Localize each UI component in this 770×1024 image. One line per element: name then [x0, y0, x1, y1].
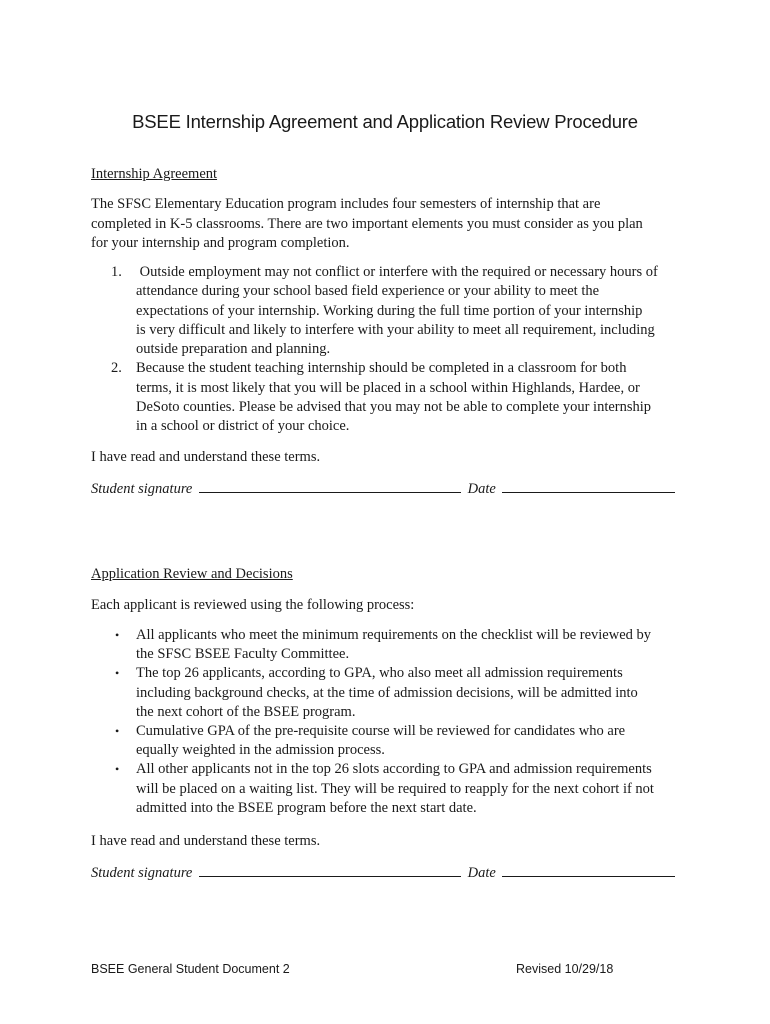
list-item-line: The top 26 applicants, according to GPA, who also meet all admission requirements [136, 665, 623, 682]
internship-intro-paragraph [91, 195, 686, 254]
signature-row [91, 862, 678, 882]
list-item-line: admitted into the BSEE program before the next start date. [136, 799, 477, 816]
acknowledge-statement: I have read and understand these terms. [91, 833, 321, 849]
application-bullet-list [91, 626, 686, 818]
paragraph-line: completed in K-5 classrooms. There are two important elements you must consider as you plan [91, 215, 643, 232]
list-item-line: will be placed on a waiting list. They will be required to reapply for the next cohort if not [136, 780, 654, 797]
list-item-line: equally weighted in the admission process. [136, 742, 385, 759]
bullet-icon: • [115, 762, 120, 777]
date-field[interactable] [502, 862, 675, 877]
acknowledge-statement: I have read and understand these terms. [91, 449, 321, 465]
list-item-line: outside preparation and planning. [136, 341, 331, 358]
list-item [91, 359, 686, 436]
section-heading-application-review: Application Review and Decisions [91, 566, 293, 582]
list-item [91, 664, 686, 722]
list-number: 1. [111, 264, 122, 280]
bullet-icon: • [115, 724, 120, 739]
list-item [91, 263, 686, 359]
list-item-line: All applicants who meet the minimum requirements on the checklist will be reviewed by [136, 627, 652, 643]
document-title: BSEE Internship Agreement and Application Review Procedure [132, 111, 638, 132]
list-item-line: the next cohort of the BSEE program. [136, 703, 356, 720]
list-item-line: Cumulative GPA of the pre-requisite course will be reviewed for candidates who are [136, 723, 626, 740]
signature-label: Student signature [91, 865, 193, 881]
date-field[interactable] [502, 478, 675, 493]
footer-document-name: BSEE General Student Document 2 [91, 962, 290, 976]
footer-revision-date: Revised 10/29/18 [516, 962, 614, 976]
list-item-line: is very difficult and likely to interfere with your ability to meet all requirement, including [136, 321, 655, 338]
list-item-line: the SFSC BSEE Faculty Committee. [136, 646, 350, 663]
list-item-line: including background checks, at the time of admission decisions, will be admitted into [136, 684, 638, 701]
list-item-line: terms, it is most likely that you will be placed in a school within Highlands, Hardee, or [136, 379, 640, 396]
date-label: Date [467, 865, 496, 881]
list-item-line: in a school or district of your choice. [136, 418, 350, 435]
list-item-line: DeSoto counties. Please be advised that you may not be able to complete your internship [136, 399, 652, 416]
paragraph-line: The SFSC Elementary Education program includes four semesters of internship that are [91, 196, 601, 212]
section-heading-internship-agreement: Internship Agreement [91, 166, 218, 182]
signature-row [91, 478, 678, 498]
list-item-line: Outside employment may not conflict or interfere with the required or necessary hours of [136, 264, 658, 280]
list-item-line: expectations of your internship. Working during the full time portion of your internship [136, 302, 643, 319]
list-number: 2. [111, 360, 122, 377]
list-item-line: attendance during your school based field experience or your ability to meet the [136, 283, 600, 300]
signature-label: Student signature [91, 481, 193, 497]
list-item [91, 722, 686, 760]
list-item [91, 626, 686, 664]
date-label: Date [467, 481, 496, 497]
application-intro: Each applicant is reviewed using the following process: [91, 597, 415, 613]
internship-numbered-list [91, 263, 686, 437]
bullet-icon: • [115, 666, 120, 681]
list-item-line: All other applicants not in the top 26 slots according to GPA and admission requirements [136, 761, 652, 778]
bullet-icon: • [115, 628, 120, 642]
signature-field[interactable] [199, 478, 461, 493]
list-item-line: Because the student teaching internship should be completed in a classroom for both [136, 360, 627, 377]
signature-field[interactable] [199, 862, 461, 877]
paragraph-line: for your internship and program completion. [91, 235, 350, 251]
list-item [91, 760, 686, 818]
